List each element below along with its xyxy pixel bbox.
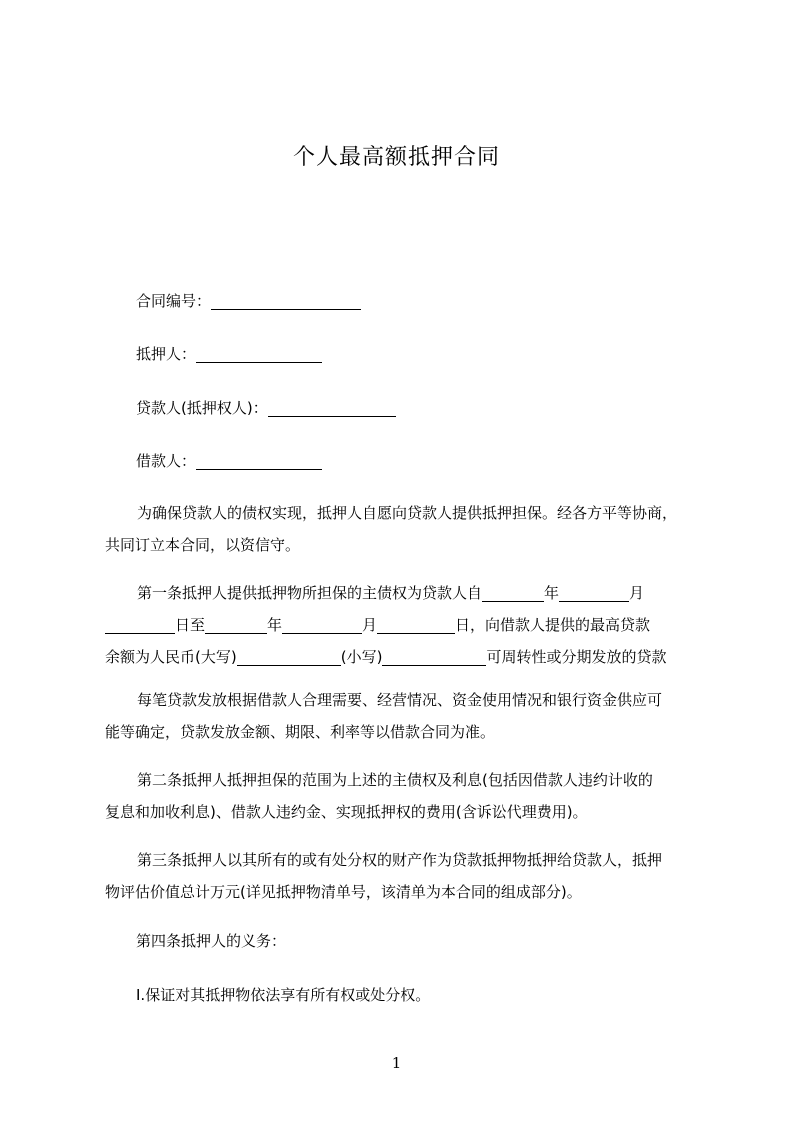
paragraph-line: 第三条抵押人以其所有的或有处分权的财产作为贷款抵押物抵押给贷款人，抵押	[137, 851, 663, 869]
month-label: 月	[362, 616, 378, 634]
amount-prefix: 余额为人民币(大写)	[105, 648, 237, 666]
mortgagor-blank	[196, 347, 322, 363]
year-label: 年	[267, 616, 283, 634]
article-4-item-1: I.保证对其抵押物依法享有所有权或处分权。	[136, 986, 431, 1004]
start-year-blank	[482, 586, 544, 602]
article-2	[105, 764, 697, 828]
article1-text: 第一条抵押人提供抵押物所担保的主债权为贷款人自	[137, 584, 483, 602]
contract-number-blank	[211, 294, 361, 310]
borrower-field	[136, 450, 322, 471]
amount-suffix: 可周转性或分期发放的贷款	[486, 648, 667, 666]
document-title: 个人最高额抵押合同	[292, 145, 500, 170]
year-label: 年	[544, 584, 560, 602]
paragraph-line	[105, 577, 697, 609]
paragraph-line	[105, 609, 697, 641]
contract-number-field	[136, 290, 361, 311]
day-end-label: 日，向借款人提供的最高贷款	[455, 616, 651, 634]
start-day-blank	[105, 618, 175, 634]
mortgagor-field	[136, 343, 322, 364]
borrower-label: 借款人：	[136, 452, 197, 470]
article-4-heading: 第四条抵押人的义务：	[136, 932, 287, 950]
article-3	[105, 844, 697, 908]
paragraph-line: 物评估价值总计万元(详见抵押物清单号，该清单为本合同的组成部分)。	[105, 883, 582, 901]
lender-field	[136, 397, 396, 418]
lender-label: 贷款人(抵押权人)：	[136, 399, 268, 417]
amount-small-label: (小写)	[340, 648, 383, 666]
paragraph-line: 第二条抵押人抵押担保的范围为上述的主债权及利息(包括因借款人违约计收的	[137, 771, 653, 789]
paragraph-line: 每笔贷款发放根据借款人合理需要、经营情况、资金使用情况和银行资金供应可	[137, 691, 663, 709]
borrower-blank	[196, 454, 322, 470]
end-year-blank	[205, 618, 267, 634]
paragraph-line: 共同订立本合同，以资信守。	[105, 536, 301, 554]
intro-paragraph	[105, 497, 697, 561]
amount-uppercase-blank	[237, 650, 341, 666]
contract-number-label: 合同编号：	[136, 292, 212, 310]
paragraph-line	[105, 641, 697, 673]
paragraph-line: 能等确定，贷款发放金额、期限、利率等以借款合同为准。	[105, 723, 496, 741]
month-label: 月	[629, 584, 645, 602]
lender-blank	[268, 401, 396, 417]
loan-paragraph	[105, 684, 697, 748]
paragraph-line: 为确保贷款人的债权实现，抵押人自愿向贷款人提供抵押担保。经各方平等协商，	[137, 504, 678, 522]
day-to-label: 日至	[175, 616, 206, 634]
article-1	[105, 577, 697, 673]
end-day-blank	[377, 618, 455, 634]
mortgagor-label: 抵押人：	[136, 345, 197, 363]
page-number: 1	[391, 1054, 402, 1072]
paragraph-line: 复息和加收利息)、借款人违约金、实现抵押权的费用(含诉讼代理费用)。	[105, 803, 588, 821]
end-month-blank	[282, 618, 362, 634]
amount-lowercase-blank	[382, 650, 486, 666]
start-month-blank	[559, 586, 629, 602]
